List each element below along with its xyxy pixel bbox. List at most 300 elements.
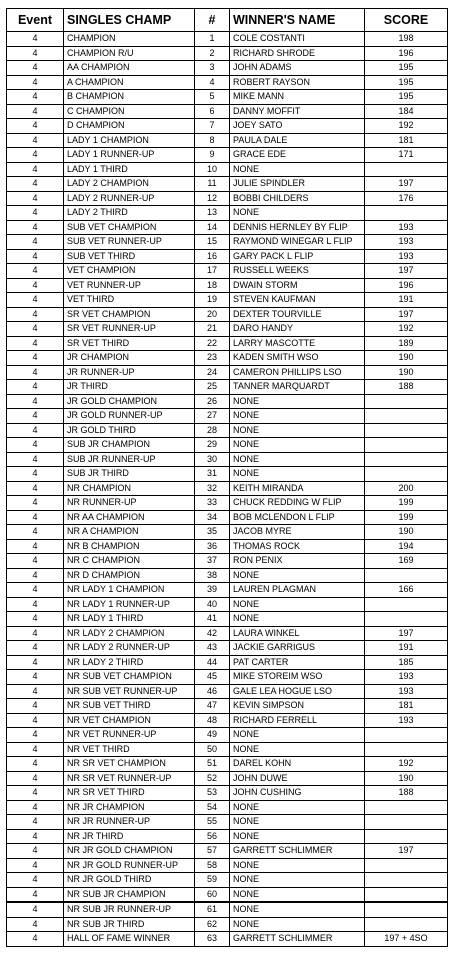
cell-category: SR VET CHAMPION bbox=[64, 307, 195, 322]
cell-event: 4 bbox=[7, 365, 64, 380]
cell-number: 39 bbox=[195, 583, 230, 598]
cell-category: CHAMPION R/U bbox=[64, 46, 195, 61]
cell-score bbox=[365, 887, 448, 902]
cell-winner: ROBERT RAYSON bbox=[230, 75, 365, 90]
cell-score bbox=[365, 917, 448, 932]
cell-category: NR RUNNER-UP bbox=[64, 496, 195, 511]
cell-winner: GARRETT SCHLIMMER bbox=[230, 932, 365, 947]
table-row bbox=[7, 365, 448, 380]
cell-winner: GARRETT SCHLIMMER bbox=[230, 844, 365, 859]
cell-number: 54 bbox=[195, 800, 230, 815]
cell-event: 4 bbox=[7, 829, 64, 844]
cell-category: NR JR THIRD bbox=[64, 829, 195, 844]
cell-event: 4 bbox=[7, 278, 64, 293]
table-row bbox=[7, 655, 448, 670]
cell-winner: JOHN CUSHING bbox=[230, 786, 365, 801]
cell-event: 4 bbox=[7, 626, 64, 641]
table-row bbox=[7, 249, 448, 264]
cell-number: 7 bbox=[195, 119, 230, 134]
table-row bbox=[7, 742, 448, 757]
cell-winner: DEXTER TOURVILLE bbox=[230, 307, 365, 322]
cell-event: 4 bbox=[7, 481, 64, 496]
cell-category: NR SUB VET THIRD bbox=[64, 699, 195, 714]
cell-score: 195 bbox=[365, 90, 448, 105]
cell-event: 4 bbox=[7, 119, 64, 134]
cell-category: NR JR GOLD CHAMPION bbox=[64, 844, 195, 859]
cell-event: 4 bbox=[7, 394, 64, 409]
cell-number: 58 bbox=[195, 858, 230, 873]
cell-winner: NONE bbox=[230, 452, 365, 467]
cell-score: 181 bbox=[365, 699, 448, 714]
cell-event: 4 bbox=[7, 32, 64, 47]
cell-winner: NONE bbox=[230, 162, 365, 177]
results-table-header bbox=[7, 9, 448, 32]
cell-event: 4 bbox=[7, 438, 64, 453]
cell-category: NR SUB JR RUNNER-UP bbox=[64, 902, 195, 917]
table-row bbox=[7, 597, 448, 612]
cell-category: NR LADY 1 CHAMPION bbox=[64, 583, 195, 598]
cell-event: 4 bbox=[7, 641, 64, 656]
cell-score: 184 bbox=[365, 104, 448, 119]
cell-category: NR LADY 1 THIRD bbox=[64, 612, 195, 627]
cell-number: 56 bbox=[195, 829, 230, 844]
cell-score: 185 bbox=[365, 655, 448, 670]
cell-winner: NONE bbox=[230, 917, 365, 932]
cell-category: NR C CHAMPION bbox=[64, 554, 195, 569]
cell-number: 34 bbox=[195, 510, 230, 525]
cell-score: 190 bbox=[365, 351, 448, 366]
cell-number: 38 bbox=[195, 568, 230, 583]
cell-number: 61 bbox=[195, 902, 230, 917]
cell-event: 4 bbox=[7, 917, 64, 932]
cell-category: SUB JR CHAMPION bbox=[64, 438, 195, 453]
cell-score: 190 bbox=[365, 365, 448, 380]
cell-category: JR GOLD RUNNER-UP bbox=[64, 409, 195, 424]
cell-number: 49 bbox=[195, 728, 230, 743]
cell-score: 197 bbox=[365, 844, 448, 859]
cell-number: 27 bbox=[195, 409, 230, 424]
cell-event: 4 bbox=[7, 612, 64, 627]
cell-event: 4 bbox=[7, 409, 64, 424]
cell-winner: RAYMOND WINEGAR L FLIP bbox=[230, 235, 365, 250]
cell-event: 4 bbox=[7, 655, 64, 670]
table-row bbox=[7, 61, 448, 76]
cell-winner: JULIE SPINDLER bbox=[230, 177, 365, 192]
cell-score: 190 bbox=[365, 771, 448, 786]
cell-number: 17 bbox=[195, 264, 230, 279]
cell-category: NR SR VET RUNNER-UP bbox=[64, 771, 195, 786]
cell-event: 4 bbox=[7, 307, 64, 322]
cell-score bbox=[365, 438, 448, 453]
cell-category: NR LADY 2 THIRD bbox=[64, 655, 195, 670]
cell-score bbox=[365, 829, 448, 844]
table-row bbox=[7, 423, 448, 438]
cell-number: 45 bbox=[195, 670, 230, 685]
cell-winner: CAMERON PHILLIPS LSO bbox=[230, 365, 365, 380]
cell-category: NR LADY 2 RUNNER-UP bbox=[64, 641, 195, 656]
table-row bbox=[7, 32, 448, 47]
table-row bbox=[7, 684, 448, 699]
table-row bbox=[7, 177, 448, 192]
cell-number: 48 bbox=[195, 713, 230, 728]
table-row bbox=[7, 771, 448, 786]
cell-number: 36 bbox=[195, 539, 230, 554]
table-row bbox=[7, 235, 448, 250]
cell-winner: RUSSELL WEEKS bbox=[230, 264, 365, 279]
cell-category: CHAMPION bbox=[64, 32, 195, 47]
table-row bbox=[7, 206, 448, 221]
table-row bbox=[7, 902, 448, 917]
table-row bbox=[7, 713, 448, 728]
cell-number: 23 bbox=[195, 351, 230, 366]
cell-score: 197 bbox=[365, 177, 448, 192]
cell-category: JR THIRD bbox=[64, 380, 195, 395]
cell-score: 189 bbox=[365, 336, 448, 351]
cell-score: 181 bbox=[365, 133, 448, 148]
cell-number: 24 bbox=[195, 365, 230, 380]
cell-event: 4 bbox=[7, 351, 64, 366]
table-row bbox=[7, 90, 448, 105]
cell-score: 195 bbox=[365, 75, 448, 90]
cell-category: NR AA CHAMPION bbox=[64, 510, 195, 525]
cell-event: 4 bbox=[7, 249, 64, 264]
cell-category: SUB VET CHAMPION bbox=[64, 220, 195, 235]
header-winner: WINNER'S NAME bbox=[230, 9, 365, 32]
cell-category: NR JR GOLD RUNNER-UP bbox=[64, 858, 195, 873]
header-category: SINGLES CHAMP bbox=[64, 9, 195, 32]
cell-category: LADY 2 THIRD bbox=[64, 206, 195, 221]
cell-event: 4 bbox=[7, 191, 64, 206]
cell-score: 197 bbox=[365, 264, 448, 279]
cell-event: 4 bbox=[7, 757, 64, 772]
cell-event: 4 bbox=[7, 583, 64, 598]
cell-winner: NONE bbox=[230, 742, 365, 757]
cell-category: NR SUB JR THIRD bbox=[64, 917, 195, 932]
cell-event: 4 bbox=[7, 206, 64, 221]
table-row bbox=[7, 351, 448, 366]
cell-category: VET RUNNER-UP bbox=[64, 278, 195, 293]
table-row bbox=[7, 133, 448, 148]
table-row bbox=[7, 626, 448, 641]
cell-number: 47 bbox=[195, 699, 230, 714]
cell-score: 191 bbox=[365, 293, 448, 308]
cell-score: 192 bbox=[365, 119, 448, 134]
cell-number: 10 bbox=[195, 162, 230, 177]
cell-number: 62 bbox=[195, 917, 230, 932]
cell-category: VET CHAMPION bbox=[64, 264, 195, 279]
cell-category: NR SUB JR CHAMPION bbox=[64, 887, 195, 902]
cell-score: 198 bbox=[365, 32, 448, 47]
cell-number: 46 bbox=[195, 684, 230, 699]
cell-winner: GRACE EDE bbox=[230, 148, 365, 163]
cell-score: 193 bbox=[365, 220, 448, 235]
cell-winner: NONE bbox=[230, 873, 365, 888]
cell-number: 14 bbox=[195, 220, 230, 235]
table-row bbox=[7, 322, 448, 337]
cell-winner: DARO HANDY bbox=[230, 322, 365, 337]
cell-score bbox=[365, 467, 448, 482]
cell-number: 53 bbox=[195, 786, 230, 801]
cell-event: 4 bbox=[7, 496, 64, 511]
cell-category: HALL OF FAME WINNER bbox=[64, 932, 195, 947]
cell-winner: NONE bbox=[230, 815, 365, 830]
cell-event: 4 bbox=[7, 684, 64, 699]
cell-number: 59 bbox=[195, 873, 230, 888]
cell-winner: NONE bbox=[230, 394, 365, 409]
table-row bbox=[7, 510, 448, 525]
cell-winner: NONE bbox=[230, 887, 365, 902]
cell-number: 19 bbox=[195, 293, 230, 308]
cell-event: 4 bbox=[7, 46, 64, 61]
cell-category: LADY 2 RUNNER-UP bbox=[64, 191, 195, 206]
cell-number: 12 bbox=[195, 191, 230, 206]
cell-category: VET THIRD bbox=[64, 293, 195, 308]
cell-winner: LAURA WINKEL bbox=[230, 626, 365, 641]
cell-event: 4 bbox=[7, 800, 64, 815]
cell-score bbox=[365, 568, 448, 583]
cell-category: JR RUNNER-UP bbox=[64, 365, 195, 380]
cell-number: 2 bbox=[195, 46, 230, 61]
cell-number: 41 bbox=[195, 612, 230, 627]
table-row bbox=[7, 75, 448, 90]
cell-number: 3 bbox=[195, 61, 230, 76]
table-row bbox=[7, 438, 448, 453]
table-row bbox=[7, 932, 448, 947]
cell-winner: RON PENIX bbox=[230, 554, 365, 569]
cell-category: A CHAMPION bbox=[64, 75, 195, 90]
cell-number: 9 bbox=[195, 148, 230, 163]
cell-winner: STEVEN KAUFMAN bbox=[230, 293, 365, 308]
cell-category: NR VET RUNNER-UP bbox=[64, 728, 195, 743]
cell-winner: JACKIE GARRIGUS bbox=[230, 641, 365, 656]
table-row bbox=[7, 887, 448, 902]
table-row bbox=[7, 452, 448, 467]
table-row bbox=[7, 670, 448, 685]
cell-event: 4 bbox=[7, 568, 64, 583]
table-row bbox=[7, 568, 448, 583]
cell-number: 57 bbox=[195, 844, 230, 859]
cell-number: 4 bbox=[195, 75, 230, 90]
cell-score: 195 bbox=[365, 61, 448, 76]
cell-score bbox=[365, 742, 448, 757]
table-row bbox=[7, 612, 448, 627]
cell-event: 4 bbox=[7, 148, 64, 163]
cell-winner: MIKE MANN bbox=[230, 90, 365, 105]
cell-winner: DANNY MOFFIT bbox=[230, 104, 365, 119]
cell-score: 193 bbox=[365, 235, 448, 250]
cell-winner: TANNER MARQUARDT bbox=[230, 380, 365, 395]
cell-score bbox=[365, 612, 448, 627]
cell-number: 60 bbox=[195, 887, 230, 902]
table-row bbox=[7, 757, 448, 772]
cell-score: 196 bbox=[365, 278, 448, 293]
table-row bbox=[7, 641, 448, 656]
table-row bbox=[7, 467, 448, 482]
cell-event: 4 bbox=[7, 423, 64, 438]
cell-winner: THOMAS ROCK bbox=[230, 539, 365, 554]
cell-score: 199 bbox=[365, 496, 448, 511]
cell-number: 16 bbox=[195, 249, 230, 264]
cell-winner: DAREL KOHN bbox=[230, 757, 365, 772]
cell-number: 31 bbox=[195, 467, 230, 482]
table-row bbox=[7, 786, 448, 801]
cell-event: 4 bbox=[7, 75, 64, 90]
cell-winner: DWAIN STORM bbox=[230, 278, 365, 293]
cell-winner: RICHARD FERRELL bbox=[230, 713, 365, 728]
cell-score: 188 bbox=[365, 786, 448, 801]
table-row bbox=[7, 829, 448, 844]
cell-score: 176 bbox=[365, 191, 448, 206]
cell-category: SUB JR THIRD bbox=[64, 467, 195, 482]
cell-event: 4 bbox=[7, 597, 64, 612]
cell-number: 28 bbox=[195, 423, 230, 438]
cell-number: 51 bbox=[195, 757, 230, 772]
cell-winner: NONE bbox=[230, 800, 365, 815]
table-row bbox=[7, 858, 448, 873]
cell-category: B CHAMPION bbox=[64, 90, 195, 105]
results-table-body bbox=[7, 32, 448, 947]
cell-category: NR SR VET THIRD bbox=[64, 786, 195, 801]
cell-event: 4 bbox=[7, 322, 64, 337]
cell-score: 193 bbox=[365, 670, 448, 685]
table-row bbox=[7, 380, 448, 395]
cell-number: 15 bbox=[195, 235, 230, 250]
table-row bbox=[7, 162, 448, 177]
cell-category: LADY 1 CHAMPION bbox=[64, 133, 195, 148]
table-row bbox=[7, 191, 448, 206]
cell-number: 11 bbox=[195, 177, 230, 192]
table-row bbox=[7, 307, 448, 322]
cell-winner: RICHARD SHRODE bbox=[230, 46, 365, 61]
cell-category: D CHAMPION bbox=[64, 119, 195, 134]
cell-category: NR VET CHAMPION bbox=[64, 713, 195, 728]
cell-winner: PAULA DALE bbox=[230, 133, 365, 148]
cell-number: 63 bbox=[195, 932, 230, 947]
cell-event: 4 bbox=[7, 786, 64, 801]
cell-event: 4 bbox=[7, 61, 64, 76]
cell-event: 4 bbox=[7, 742, 64, 757]
cell-event: 4 bbox=[7, 858, 64, 873]
cell-number: 18 bbox=[195, 278, 230, 293]
cell-event: 4 bbox=[7, 177, 64, 192]
cell-number: 40 bbox=[195, 597, 230, 612]
cell-score bbox=[365, 728, 448, 743]
cell-number: 26 bbox=[195, 394, 230, 409]
cell-score: 190 bbox=[365, 525, 448, 540]
cell-number: 43 bbox=[195, 641, 230, 656]
table-row bbox=[7, 148, 448, 163]
cell-number: 32 bbox=[195, 481, 230, 496]
table-row bbox=[7, 873, 448, 888]
cell-winner: NONE bbox=[230, 409, 365, 424]
cell-score bbox=[365, 409, 448, 424]
cell-event: 4 bbox=[7, 104, 64, 119]
results-table bbox=[6, 8, 448, 947]
table-row bbox=[7, 525, 448, 540]
cell-category: NR SR VET CHAMPION bbox=[64, 757, 195, 772]
cell-event: 4 bbox=[7, 699, 64, 714]
cell-winner: PAT CARTER bbox=[230, 655, 365, 670]
cell-score: 197 + 4SO bbox=[365, 932, 448, 947]
cell-score bbox=[365, 800, 448, 815]
cell-event: 4 bbox=[7, 670, 64, 685]
cell-winner: JOHN ADAMS bbox=[230, 61, 365, 76]
header-event: Event bbox=[7, 9, 64, 32]
cell-winner: NONE bbox=[230, 728, 365, 743]
cell-score: 166 bbox=[365, 583, 448, 598]
table-row bbox=[7, 220, 448, 235]
cell-event: 4 bbox=[7, 264, 64, 279]
cell-event: 4 bbox=[7, 293, 64, 308]
cell-score: 169 bbox=[365, 554, 448, 569]
cell-category: SUB VET THIRD bbox=[64, 249, 195, 264]
cell-winner: NONE bbox=[230, 568, 365, 583]
cell-event: 4 bbox=[7, 235, 64, 250]
cell-score: 171 bbox=[365, 148, 448, 163]
cell-number: 50 bbox=[195, 742, 230, 757]
cell-winner: NONE bbox=[230, 902, 365, 917]
cell-number: 20 bbox=[195, 307, 230, 322]
cell-winner: NONE bbox=[230, 597, 365, 612]
cell-winner: KEITH MIRANDA bbox=[230, 481, 365, 496]
cell-event: 4 bbox=[7, 133, 64, 148]
cell-category: NR LADY 1 RUNNER-UP bbox=[64, 597, 195, 612]
cell-event: 4 bbox=[7, 452, 64, 467]
cell-event: 4 bbox=[7, 887, 64, 902]
cell-score: 196 bbox=[365, 46, 448, 61]
cell-event: 4 bbox=[7, 554, 64, 569]
cell-event: 4 bbox=[7, 932, 64, 947]
table-row bbox=[7, 119, 448, 134]
table-row bbox=[7, 104, 448, 119]
cell-winner: JOHN DUWE bbox=[230, 771, 365, 786]
cell-category: NR SUB VET RUNNER-UP bbox=[64, 684, 195, 699]
cell-category: NR SUB VET CHAMPION bbox=[64, 670, 195, 685]
cell-winner: BOBBI CHILDERS bbox=[230, 191, 365, 206]
header-row bbox=[7, 9, 448, 32]
cell-category: NR B CHAMPION bbox=[64, 539, 195, 554]
cell-score: 192 bbox=[365, 322, 448, 337]
table-row bbox=[7, 917, 448, 932]
cell-event: 4 bbox=[7, 380, 64, 395]
cell-score: 200 bbox=[365, 481, 448, 496]
cell-event: 4 bbox=[7, 525, 64, 540]
table-row bbox=[7, 481, 448, 496]
cell-winner: NONE bbox=[230, 423, 365, 438]
table-row bbox=[7, 409, 448, 424]
cell-score: 193 bbox=[365, 249, 448, 264]
cell-winner: KEVIN SIMPSON bbox=[230, 699, 365, 714]
cell-score: 193 bbox=[365, 684, 448, 699]
cell-number: 1 bbox=[195, 32, 230, 47]
cell-number: 52 bbox=[195, 771, 230, 786]
cell-category: NR CHAMPION bbox=[64, 481, 195, 496]
cell-score bbox=[365, 394, 448, 409]
table-row bbox=[7, 699, 448, 714]
cell-winner: CHUCK REDDING W FLIP bbox=[230, 496, 365, 511]
cell-score bbox=[365, 597, 448, 612]
cell-score: 191 bbox=[365, 641, 448, 656]
cell-category: NR VET THIRD bbox=[64, 742, 195, 757]
cell-event: 4 bbox=[7, 902, 64, 917]
table-row bbox=[7, 539, 448, 554]
cell-score bbox=[365, 162, 448, 177]
cell-number: 35 bbox=[195, 525, 230, 540]
table-row bbox=[7, 394, 448, 409]
cell-score: 197 bbox=[365, 307, 448, 322]
cell-score: 199 bbox=[365, 510, 448, 525]
cell-score: 197 bbox=[365, 626, 448, 641]
